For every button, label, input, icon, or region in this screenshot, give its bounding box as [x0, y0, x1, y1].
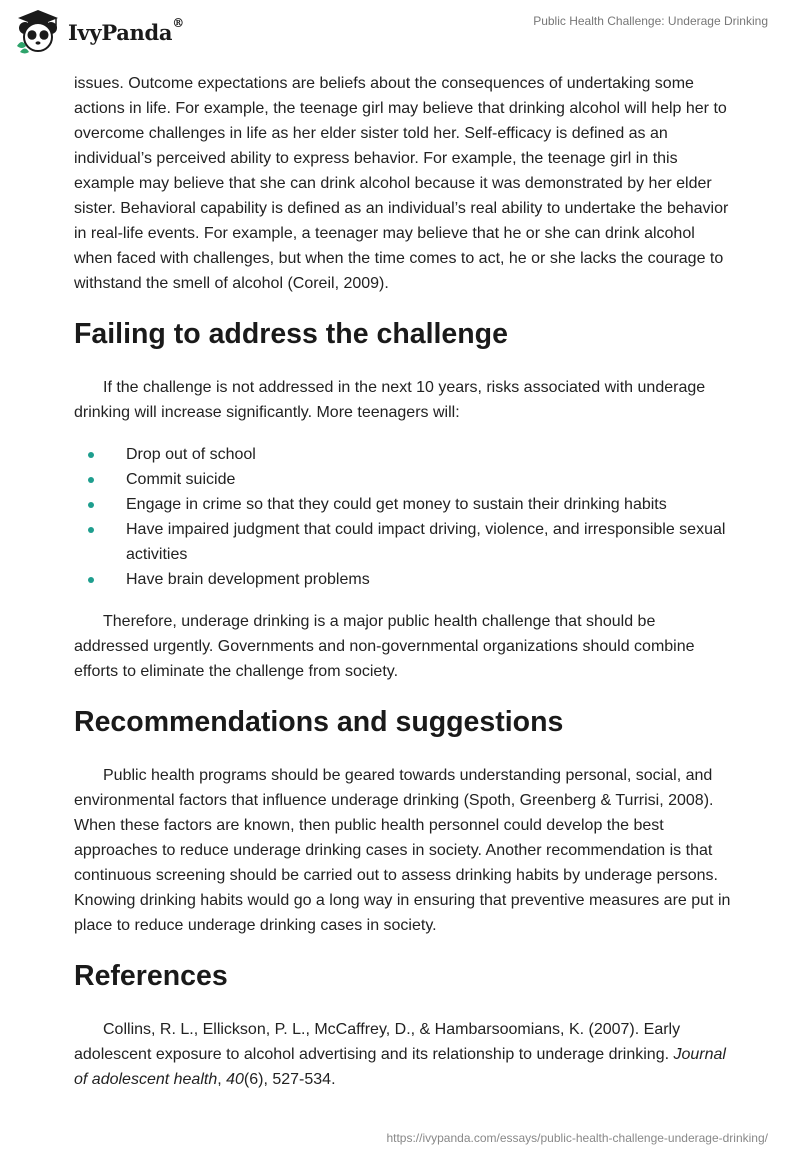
reference-separator: ,	[217, 1071, 227, 1088]
panda-graduate-icon	[14, 8, 62, 56]
list-item	[74, 442, 734, 467]
list-item-text: Drop out of school	[126, 446, 256, 463]
heading-references: References	[74, 960, 228, 992]
essay-content	[74, 70, 734, 1092]
bullet-dot	[88, 502, 94, 508]
intro-paragraph: issues. Outcome expectations are beliefs about the consequences of undertaking some actions in life. For example, the teenage girl may believe that drinking alcohol will help her to overcome challenges in life as her elder sister told her. Self-efficacy is defined as an individual’s perceived ability to express behavior. For example, the teenage girl in this example may believe that she can drink alcohol because it was demonstrated by her elder sister. Behavioral capability is defined as an individual’s real ability to undertake the behavior in real-life events. For example, a teenager may believe that he or she can drink alcohol when faced with challenges, but when the time comes to act, he or she lacks the courage to withstand the smell of alcohol (Coreil, 2009).	[74, 75, 729, 292]
reference-journal: Journal of adolescent health	[74, 1046, 726, 1088]
list-item-text: Have impaired judgment that could impact driving, violence, and irresponsible sexual activities	[126, 521, 726, 563]
logo-text: IvyPanda®	[68, 15, 184, 45]
list-item-text: Engage in crime so that they could get money to sustain their drinking habits	[126, 496, 667, 513]
bullet-dot	[88, 452, 94, 458]
page-header	[0, 0, 800, 70]
bullet-dot	[88, 577, 94, 583]
heading-failing: Failing to address the challenge	[74, 318, 508, 350]
list-item	[74, 492, 734, 517]
list-item	[74, 467, 734, 492]
ivypanda-logo[interactable]	[14, 8, 184, 56]
bullet-dot	[88, 477, 94, 483]
reference-entry	[74, 1017, 734, 1092]
list-item	[74, 567, 734, 592]
reference-issue-pages: (6), 527-534.	[243, 1071, 336, 1088]
failing-paragraph-2: Therefore, underage drinking is a major public health challenge that should be addressed urgently. Governments and non-governmental organizations should combine efforts to eliminate the challenge from society.	[74, 613, 695, 680]
risk-list	[74, 442, 734, 592]
heading-recommendations: Recommendations and suggestions	[74, 706, 564, 738]
bullet-dot	[88, 527, 94, 533]
list-item-text: Commit suicide	[126, 471, 236, 488]
document-title: Public Health Challenge: Underage Drinking	[533, 14, 768, 28]
failing-paragraph-1: If the challenge is not addressed in the next 10 years, risks associated with underage drinking will increase significantly. More teenagers will:	[74, 379, 706, 421]
list-item-text: Have brain development problems	[126, 571, 370, 588]
source-url[interactable]: https://ivypanda.com/essays/public-health-challenge-underage-drinking/	[386, 1131, 768, 1145]
reference-volume: 40	[226, 1071, 244, 1088]
list-item	[74, 517, 734, 567]
recommendations-paragraph: Public health programs should be geared towards understanding personal, social, and environmental factors that influence underage drinking (Spoth, Greenberg & Turrisi, 2008). When these factors are known, then public health personnel could develop the best approaches to reduce underage drinking cases in society. Another recommendation is that continuous screening should be carried out to assess drinking habits by underage persons. Knowing drinking habits would go a long way in ensuring that preventive measures are put in place to reduce underage drinking cases in society.	[74, 767, 731, 934]
reference-authors: Collins, R. L., Ellickson, P. L., McCaffrey, D., & Hambarsoomians, K. (2007). Early adolescent exposure to alcohol advertising and its relationship to underage drinking.	[74, 1021, 681, 1063]
